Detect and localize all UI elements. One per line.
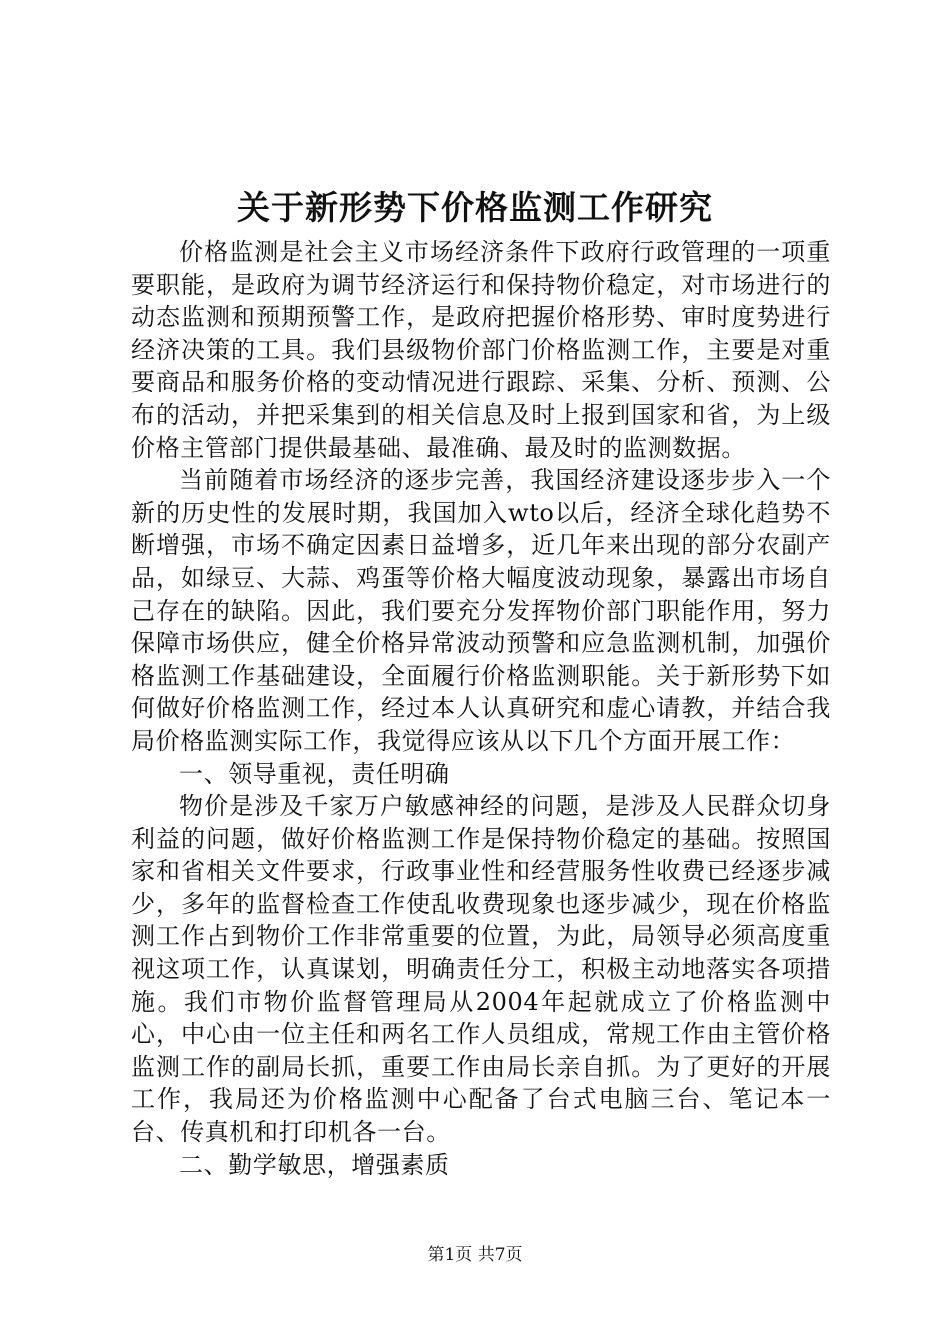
paragraph-background: 当前随着市场经济的逐步完善，我国经济建设逐步步入一个新的历史性的发展时期，我国加入wto以后，经济全球化趋势不断增强，市场不确定因素日益增多，近几年来出现的部分农副产品，如绿豆、大蒜、鸡蛋等价格大幅度波动现象，暴露出市场自己存在的缺陷。因此，我们要充分发挥物价部门职能作用，努力保障市场供应，健全价格异常波动预警和应急监测机制，加强价格监测工作基础建设，全面履行价格监测职能。关于新形势下如何做好价格监测工作，经过本人认真研究和虚心请教，并结合我局价格监测实际工作，我觉得应该从以下几个方面开展工作： xyxy=(131,466,831,755)
paragraph-intro: 价格监测是社会主义市场经济条件下政府行政管理的一项重要职能，是政府为调节经济运行和保持物价稳定，对市场进行的动态监测和预期预警工作，是政府把握价格形势、审时度势进行经济决策的工具。我们县级物价部门价格监测工作，主要是对重要商品和服务价格的变动情况进行跟踪、采集、分析、预测、公布的活动，并把采集到的相关信息及时上报到国家和省，为上级价格主管部门提供最基础、最准确、最及时的监测数据。 xyxy=(131,238,831,462)
page-footer: 第1页 共7页 xyxy=(427,1245,523,1265)
document-title: 关于新形势下价格监测工作研究 xyxy=(237,188,713,227)
paragraph-section-1: 物价是涉及千家万户敏感神经的问题，是涉及人民群众切身利益的问题，做好价格监测工作是保持物价稳定的基础。按照国家和省相关文件要求，行政事业性和经营服务性收费已经逐步减少，多年的监督检查工作使乱收费现象也逐步减少，现在价格监测工作占到物价工作非常重要的位置，为此，局领导必须高度重视这项工作，认真谋划，明确责任分工，积极主动地落实各项措施。我们市物价监督管理局从2004年起就成立了价格监测中心，中心由一位主任和两名工作人员组成，常规工作由主管价格监测工作的副局长抓，重要工作由局长亲自抓。为了更好的开展工作，我局还为价格监测中心配备了台式电脑三台、笔记本一台、传真机和打印机各一台。 xyxy=(131,792,831,1147)
document-body xyxy=(131,236,831,1181)
section-heading-2: 二、勤学敏思，增强素质 xyxy=(179,1150,450,1179)
section-heading-1: 一、领导重视，责任明确 xyxy=(179,759,450,788)
